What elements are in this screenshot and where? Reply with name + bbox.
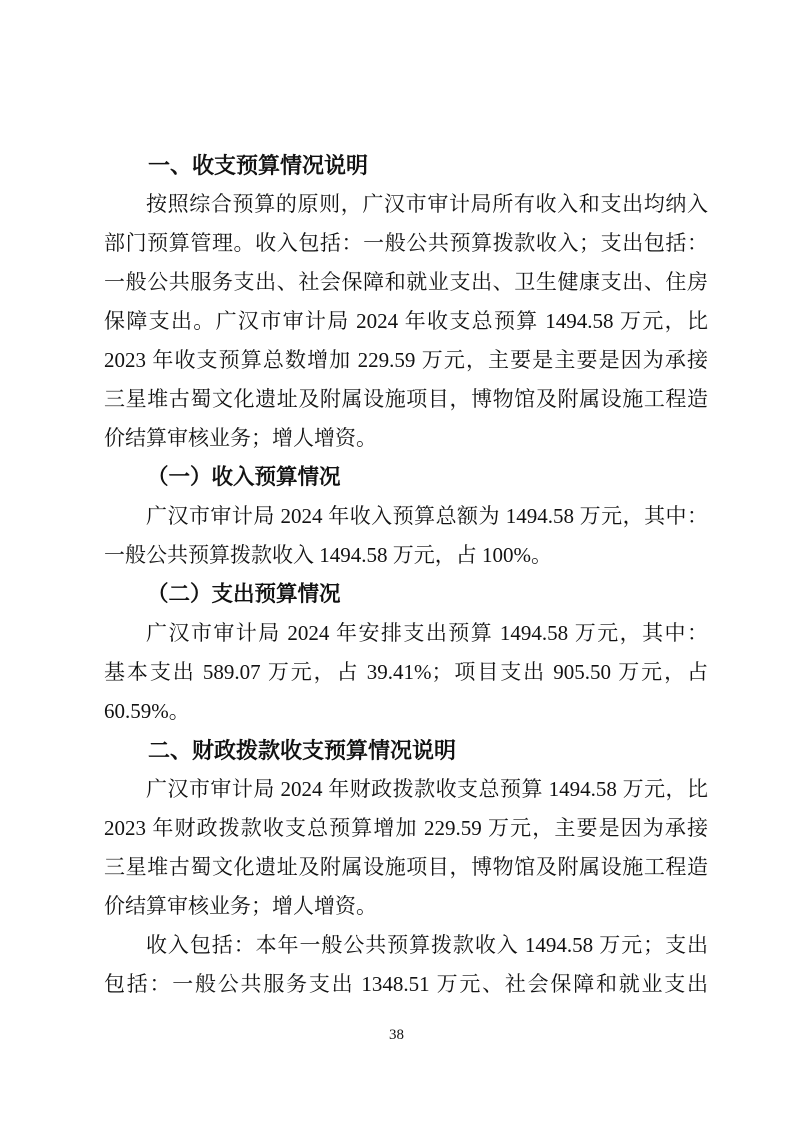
paragraph-line: 收入包括：本年一般公共预算拨款收入 1494.58 万元；支出 [146, 933, 708, 957]
paragraph-line: 广汉市审计局 2024 年安排支出预算 1494.58 万元，其中： [146, 621, 708, 645]
paragraph-line: 广汉市审计局 2024 年财政拨款收支总预算 1494.58 万元，比 [146, 777, 708, 801]
paragraph-line: 一般公共预算拨款收入 1494.58 万元，占 100%。 [104, 543, 552, 567]
paragraph-line: 2023 年财政拨款收支总预算增加 229.59 万元，主要是因为承接 [104, 816, 708, 840]
paragraph-line: 广汉市审计局 2024 年收入预算总额为 1494.58 万元，其中： [146, 504, 708, 528]
section-heading-income-expense-budget: 一、收支预算情况说明 [148, 153, 369, 178]
paragraph-line: 一般公共服务支出、社会保障和就业支出、卫生健康支出、住房 [104, 270, 708, 294]
paragraph-line: 包括：一般公共服务支出 1348.51 万元、社会保障和就业支出 [104, 972, 708, 996]
subheading-expense-budget: （二）支出预算情况 [147, 582, 341, 606]
paragraph-line: 价结算审核业务；增人增资。 [104, 894, 377, 918]
subheading-income-budget: （一）收入预算情况 [147, 465, 341, 489]
paragraph-line: 按照综合预算的原则，广汉市审计局所有收入和支出均纳入 [146, 192, 708, 216]
page-number: 38 [389, 1027, 404, 1043]
paragraph-line: 部门预算管理。收入包括：一般公共预算拨款收入；支出包括： [104, 231, 708, 255]
section-heading-fiscal-appropriation: 二、财政拨款收支预算情况说明 [148, 738, 457, 763]
paragraph-line: 三星堆古蜀文化遗址及附属设施项目，博物馆及附属设施工程造 [104, 855, 708, 879]
paragraph-line: 60.59%。 [104, 699, 190, 723]
paragraph-line: 保障支出。广汉市审计局 2024 年收支总预算 1494.58 万元，比 [104, 309, 708, 333]
paragraph-line: 2023 年收支预算总数增加 229.59 万元，主要是主要是因为承接 [104, 348, 708, 372]
paragraph-line: 基本支出 589.07 万元，占 39.41%；项目支出 905.50 万元，占 [104, 660, 708, 684]
paragraph-line: 价结算审核业务；增人增资。 [104, 426, 377, 450]
paragraph-line: 三星堆古蜀文化遗址及附属设施项目，博物馆及附属设施工程造 [104, 387, 708, 411]
document-body [104, 146, 708, 1004]
